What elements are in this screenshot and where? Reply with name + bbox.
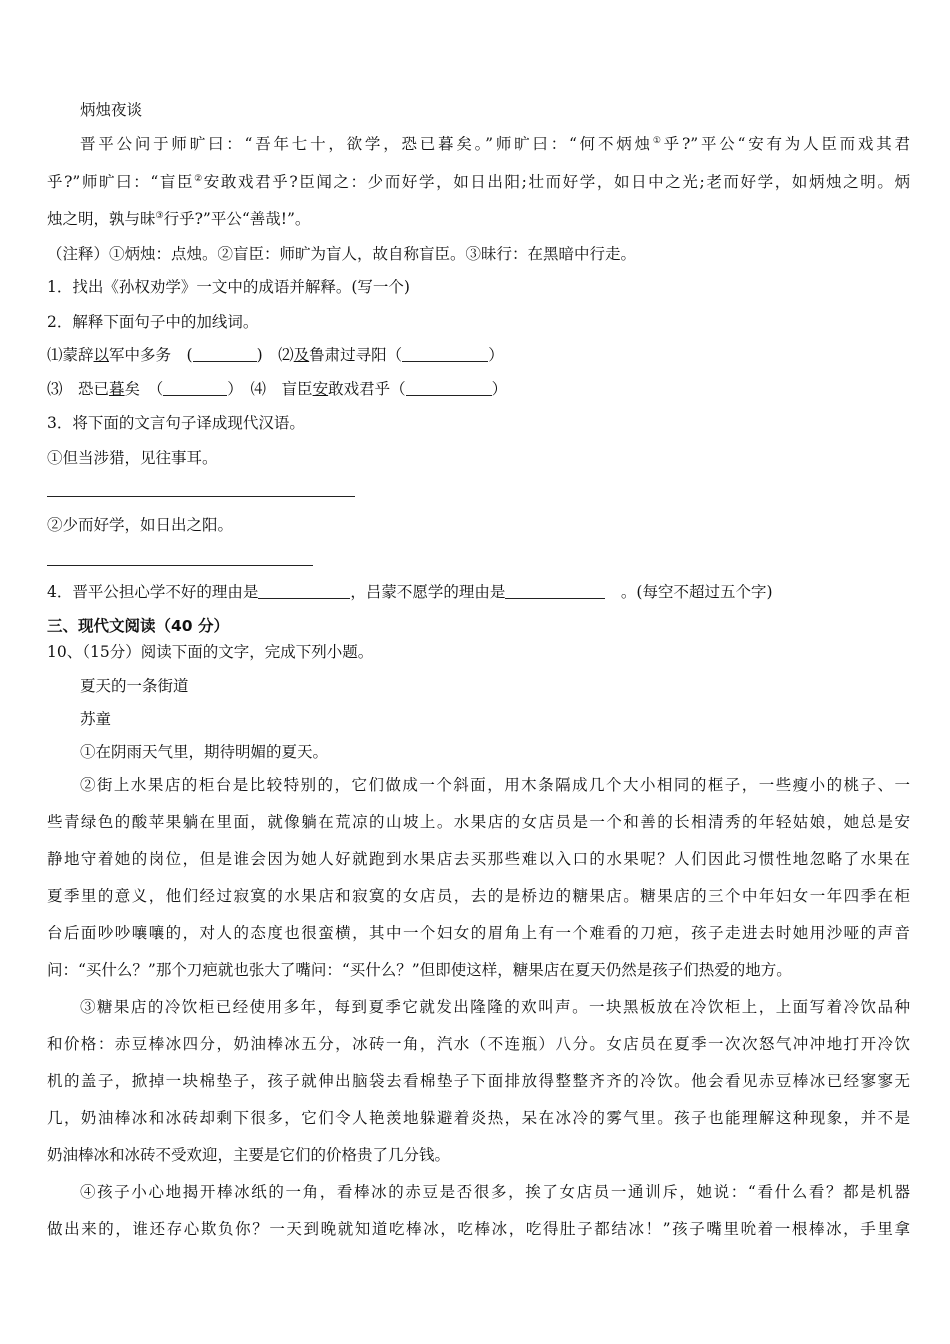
question-2-row-1: ⑴蒙辞以军中多务 ( ) ⑵及鲁肃过寻阳（ ） — [47, 346, 504, 364]
paragraph-3-line: 几，奶油棒冰和冰砖却剩下很多，它们令人艳羡地躲避着炎热，呆在冰冷的雾气里。孩子也能理解这种现象，并不是 — [47, 1109, 910, 1127]
underlined-word: 及 — [293, 346, 310, 364]
paragraph-2-line: ②街上水果店的柜台是比较特别的，它们做成一个斜面，用木条隔成几个大小相同的框子，一些瘦小的桃子、一 — [80, 776, 910, 794]
question-4: 4．晋平公担心学不好的理由是 ，吕蒙不愿学的理由是 。(每空不超过五个字) — [47, 583, 773, 601]
paragraph-3-line: 和价格：赤豆棒冰四分，奶油棒冰五分，冰砖一角，汽水（不连瓶）八分。女店员在夏季一次次怒气冲冲地打开冷饮 — [47, 1035, 910, 1053]
classical-paragraph-line: 乎?”师旷曰：“盲臣②安敢戏君乎?臣闻之：少而好学，如日出阳;壮而好学，如日中之光;老而好学，如炳烛之明。炳 — [47, 173, 910, 191]
question-1: 1．找出《孙权劝学》一文中的成语并解释。(写一个) — [47, 278, 410, 296]
answer-line[interactable] — [47, 565, 313, 566]
footnote-marker: ③ — [155, 211, 164, 221]
footnote-marker: ① — [652, 136, 664, 146]
question-3-item-1: ①但当涉猎，见往事耳。 — [47, 449, 218, 467]
answer-blank[interactable] — [163, 381, 227, 396]
classical-title: 炳烛夜谈 — [80, 101, 143, 119]
answer-line[interactable] — [47, 496, 355, 497]
article-author: 苏童 — [80, 710, 112, 728]
paragraph-2-line: 夏季里的意义，他们经过寂寞的水果店和寂寞的女店员，去的是桥边的糖果店。糖果店的三个中年妇女一年四季在柜 — [47, 887, 910, 905]
paragraph-3-line: 奶油棒冰和冰砖不受欢迎，主要是它们的价格贵了几分钱。 — [47, 1146, 451, 1164]
article-title: 夏天的一条街道 — [80, 677, 189, 695]
paragraph-4-line: 做出来的，谁还存心欺负你？一天到晚就知道吃棒冰，吃棒冰，吃得肚子都结冰！”孩子嘴里吮着一根棒冰，手里拿 — [47, 1220, 910, 1238]
section-intro: 10、（15分）阅读下面的文字，完成下列小题。 — [47, 643, 374, 661]
paragraph-4-line: ④孩子小心地揭开棒冰纸的一角，看棒冰的赤豆是否很多，挨了女店员一通训斥，她说：“看什么看？都是机器 — [80, 1183, 910, 1201]
answer-blank[interactable] — [402, 347, 488, 362]
question-3: 3．将下面的文言句子译成现代汉语。 — [47, 414, 305, 432]
paragraph-2-line: 问：“买什么？”那个刀疤就也张大了嘴问：“买什么？”但即使这样，糖果店在夏天仍然是孩子们热爱的地方。 — [47, 961, 792, 979]
underlined-word: 安 — [312, 380, 329, 398]
classical-paragraph-line: 晋平公问于师旷曰：“吾年七十，欲学，恐已暮矣。”师旷曰：“何不炳烛①乎?”平公“安有为人臣而戏其君 — [80, 135, 910, 153]
answer-blank[interactable] — [258, 584, 350, 599]
question-2-row-2: ⑶ 恐已暮矣 （ ） ⑷ 盲臣安敢戏君乎（ ） — [47, 380, 508, 398]
section-heading: 三、现代文阅读（40 分） — [47, 617, 229, 635]
answer-blank[interactable] — [406, 381, 492, 396]
paragraph-1: ①在阴雨天气里，期待明媚的夏天。 — [80, 743, 329, 761]
classical-paragraph-line: 烛之明，孰与昧③行乎?”平公“善哉!”。 — [47, 210, 311, 228]
paragraph-3-line: ③糖果店的冷饮柜已经使用多年，每到夏季它就发出隆隆的欢叫声。一块黑板放在冷饮柜上，上面写着冷饮品种 — [80, 998, 910, 1016]
paragraph-3-line: 机的盖子，掀掉一块棉垫子，孩子就伸出脑袋去看棉垫子下面排放得整整齐齐的冷饮。他会看见赤豆棒冰已经寥寥无 — [47, 1072, 910, 1090]
underlined-word: 以 — [93, 346, 110, 364]
underlined-word: 暮 — [109, 380, 125, 398]
question-2: 2．解释下面句子中的加线词。 — [47, 313, 259, 331]
footnote-marker: ② — [194, 174, 204, 184]
paragraph-2-line: 些青绿色的酸苹果躺在里面，就像躺在荒凉的山坡上。水果店的女店员是一个和善的长相清秀的年轻姑娘，她总是安 — [47, 813, 910, 831]
answer-blank[interactable] — [505, 584, 605, 599]
paragraph-2-line: 台后面吵吵嚷嚷的，对人的态度也很蛮横，其中一个妇女的眉角上有一个难看的刀疤，孩子走进去时她用沙哑的声音 — [47, 924, 910, 942]
answer-blank[interactable] — [193, 347, 257, 362]
paragraph-2-line: 静地守着她的岗位，但是谁会因为她人好就跑到水果店去买那些难以入口的水果呢？人们因此习惯性地忽略了水果在 — [47, 850, 910, 868]
annotation-notes: （注释）①炳烛：点烛。②盲臣：师旷为盲人，故自称盲臣。③昧行：在黑暗中行走。 — [47, 245, 637, 263]
question-3-item-2: ②少而好学，如日出之阳。 — [47, 516, 234, 534]
